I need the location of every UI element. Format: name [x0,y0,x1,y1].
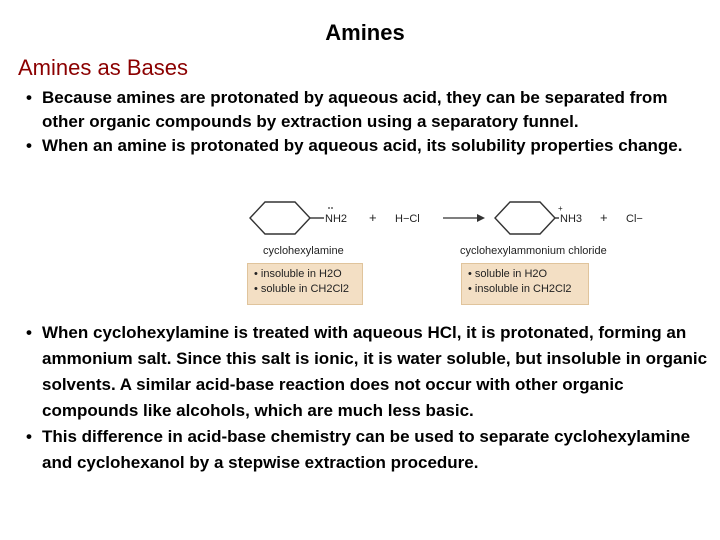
plus-sign: + [600,210,608,225]
product-caption: cyclohexylammonium chloride [460,245,607,257]
reactant-properties-box [247,263,363,305]
product-properties-box [461,263,589,305]
positive-charge: + [558,204,563,213]
bullet-item: • When an amine is protonated by aqueous acid, its solubility properties change. [26,134,711,158]
hcl-reagent: H−Cl [395,213,420,225]
bullet-item: • When cyclohexylamine is treated with aqueous HCl, it is protonated, forming an ammonium salt. Since this salt is ionic, it is water soluble, but insoluble in organic solvents. A similar acid-base reaction does not occur with other organic compounds like alcohols, which are much less basic. [26,320,711,424]
bullet-list-bottom [26,320,711,476]
property-item: • insoluble in CH2Cl2 [468,282,582,297]
bullet-item: • Because amines are protonated by aqueous acid, they can be separated from other organic compounds by extraction using a separatory funnel. [26,86,711,134]
arrow-head [477,214,485,222]
bullet-list-top [26,86,711,158]
amine-group-label: NH2 [325,213,348,225]
ammonium-group-label: NH3 [560,213,583,225]
slide-title: Amines [325,20,405,45]
chloride-ion: Cl− [626,213,643,225]
lone-pair-dot [331,207,333,209]
cyclohexane-ring-reactant [250,202,310,234]
slide-subtitle: Amines as Bases [18,55,188,80]
plus-sign: + [369,210,377,225]
property-item: • soluble in H2O [468,267,582,282]
property-item: • soluble in CH2Cl2 [254,282,356,297]
reactant-caption: cyclohexylamine [263,245,344,257]
cyclohexane-ring-product [495,202,555,234]
bullet-item: • This difference in acid-base chemistry can be used to separate cyclohexylamine and cyclohexanol by a stepwise extraction procedure. [26,424,711,476]
property-item: • insoluble in H2O [254,267,356,282]
lone-pair-dot [328,207,330,209]
